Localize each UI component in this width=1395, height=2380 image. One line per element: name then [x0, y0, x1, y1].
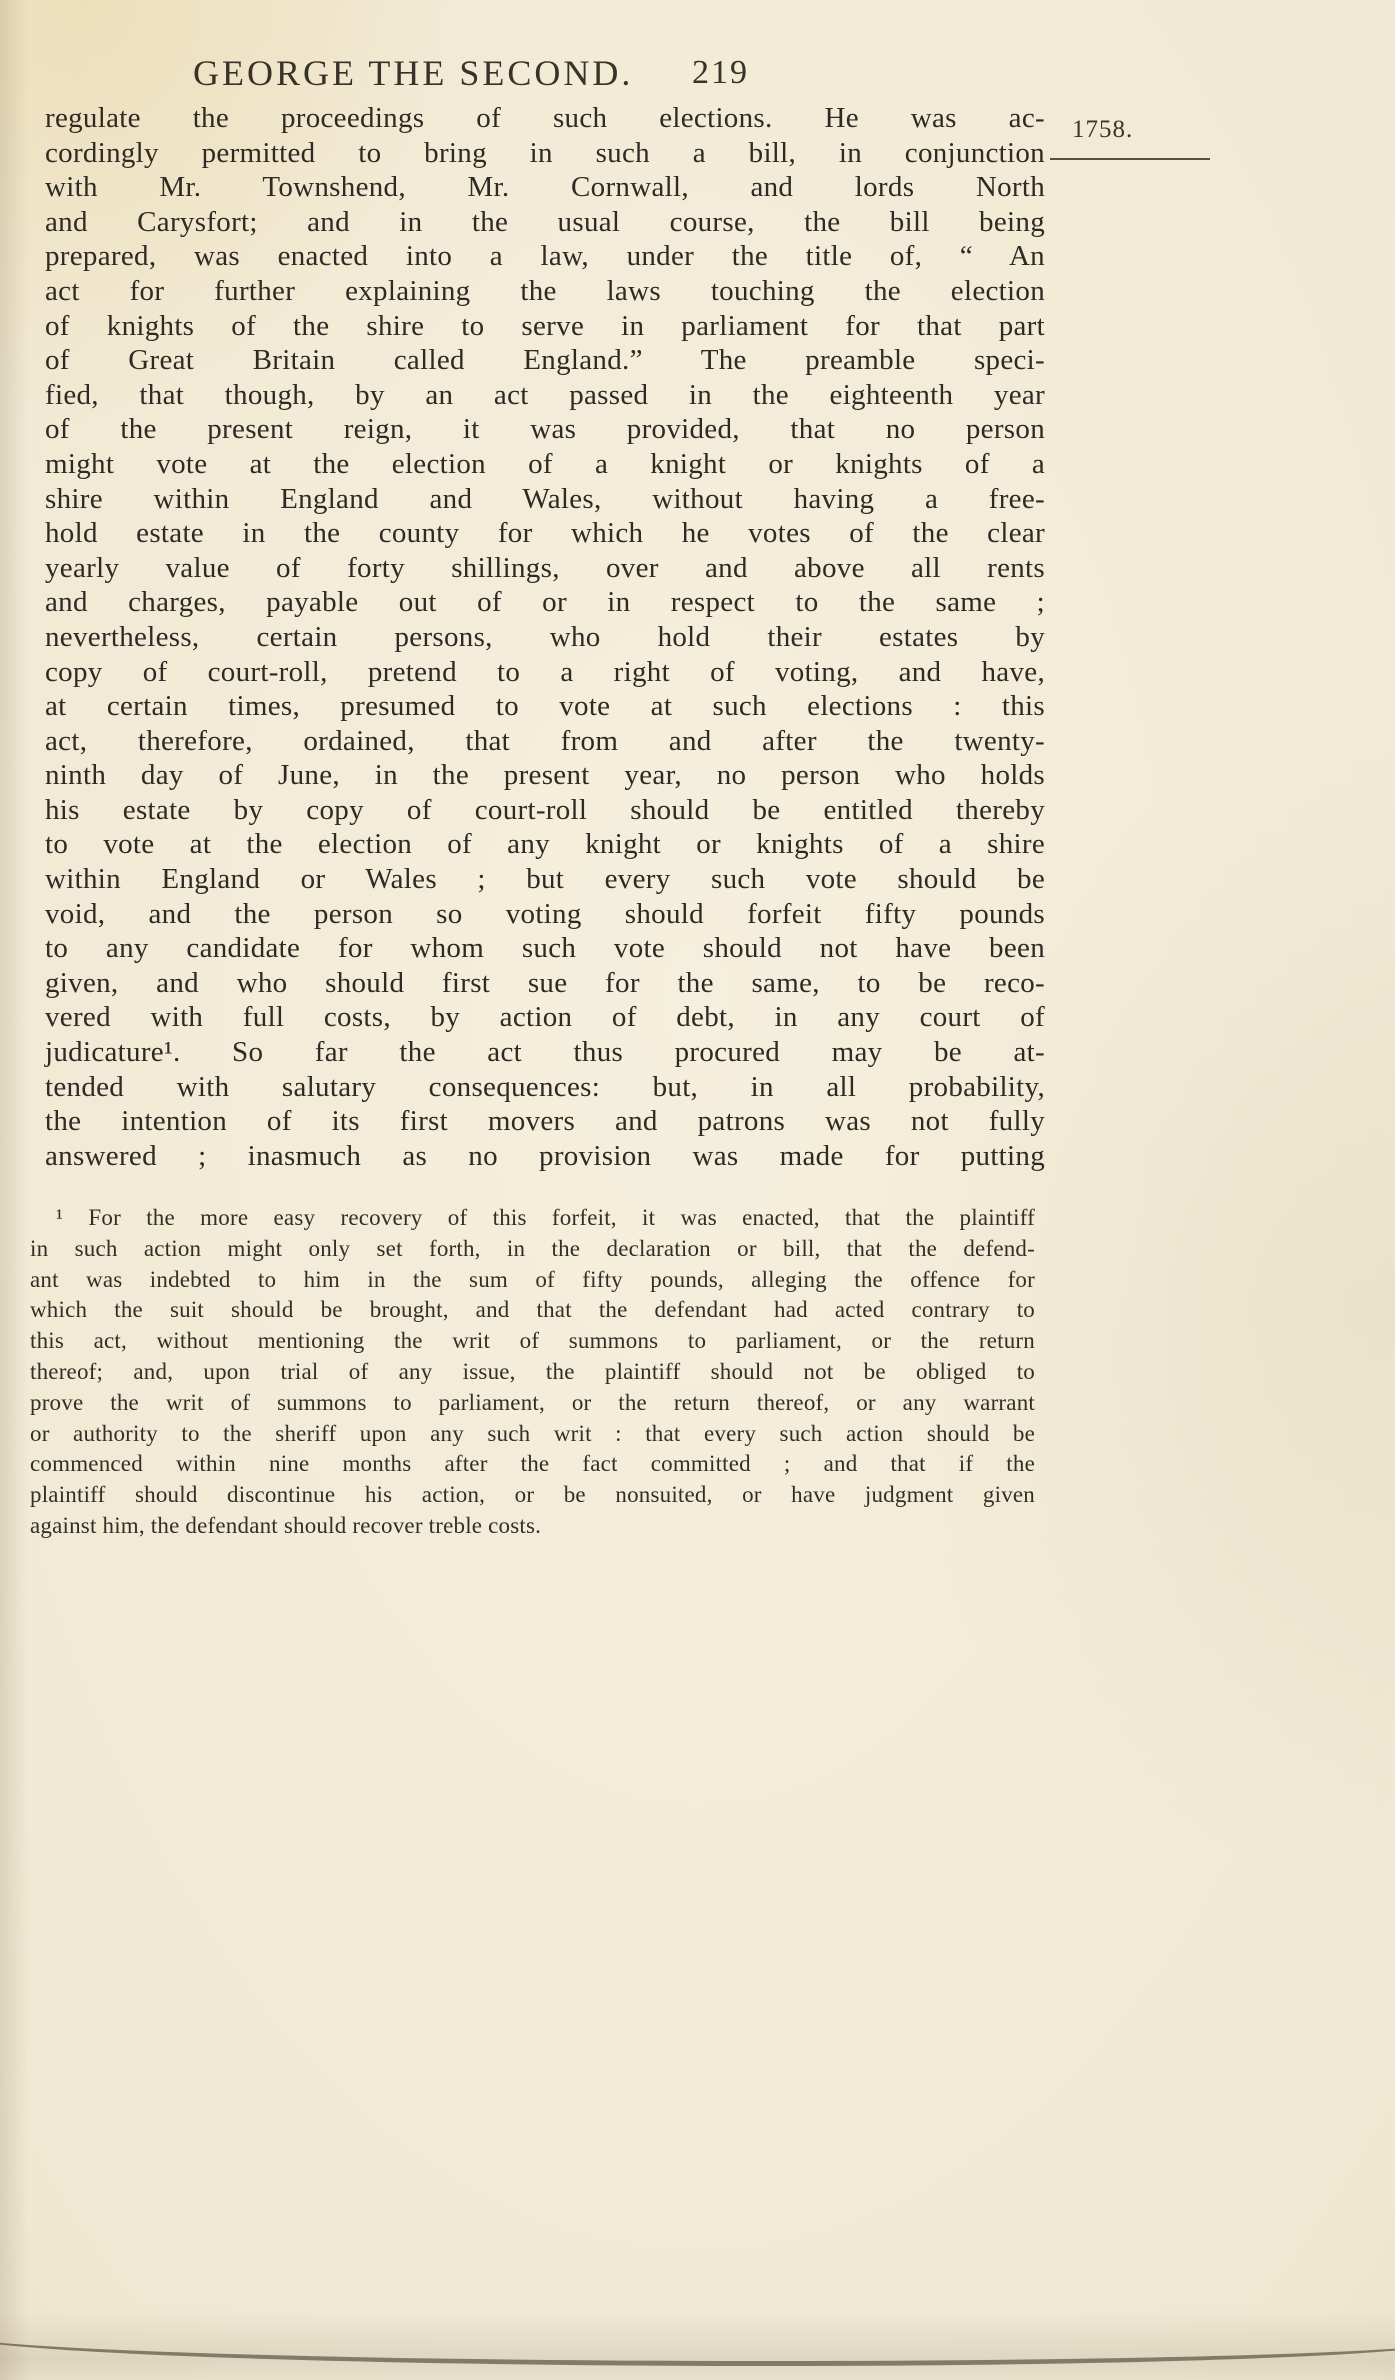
main-body-text	[45, 101, 1045, 1173]
text-line: answered ; inasmuch as no provision was made for putting	[45, 1139, 1045, 1172]
text-line: might vote at the election of a knight or knights of a	[45, 447, 1045, 480]
footnote-text	[30, 1203, 1035, 1542]
text-line: and charges, payable out of or in respect to the same ;	[45, 586, 1045, 619]
text-line: ¹ For the more easy recovery of this forfeit, it was enacted, that the plaintiff	[56, 1205, 1035, 1230]
text-line: copy of court-roll, pretend to a right of voting, and have,	[45, 655, 1045, 688]
text-line: his estate by copy of court-roll should be entitled thereby	[45, 793, 1045, 826]
page-gutter-shading	[0, 0, 28, 2380]
text-line: vered with full costs, by action of debt, in any court of	[45, 1001, 1045, 1034]
text-line: thereof; and, upon trial of any issue, the plaintiff should not be obliged to	[30, 1358, 1035, 1384]
text-line: cordingly permitted to bring in such a bill, in conjunction	[45, 136, 1045, 169]
text-line: at certain times, presumed to vote at such elections : this	[45, 690, 1045, 723]
text-line: tended with salutary consequences: but, in all probability,	[45, 1070, 1045, 1103]
text-line: plaintiff should discontinue his action, or be nonsuited, or have judgment given	[30, 1482, 1035, 1508]
text-line: with Mr. Townshend, Mr. Cornwall, and lords North	[45, 171, 1045, 204]
text-line: within England or Wales ; but every such vote should be	[45, 863, 1045, 896]
text-line: ant was indebted to him in the sum of fifty pounds, alleging the offence for	[30, 1266, 1035, 1292]
text-line: this act, without mentioning the writ of summons to parliament, or the return	[30, 1328, 1035, 1354]
text-line: and Carysfort; and in the usual course, the bill being	[45, 205, 1045, 238]
text-line: commenced within nine months after the fact committed ; and that if the	[30, 1451, 1035, 1477]
text-line: of Great Britain called England.” The preamble speci-	[45, 344, 1045, 377]
text-line: regulate the proceedings of such elections. He was ac-	[45, 102, 1045, 134]
text-line: shire within England and Wales, without having a free-	[45, 482, 1045, 515]
text-line: of the present reign, it was provided, that no person	[45, 413, 1045, 446]
text-line: yearly value of forty shillings, over and above all rents	[45, 551, 1045, 584]
margin-rule	[1050, 158, 1210, 160]
running-header-title: GEORGE THE SECOND.	[193, 53, 634, 93]
text-line: ninth day of June, in the present year, no person who holds	[45, 759, 1045, 792]
text-line: fied, that though, by an act passed in the eighteenth year	[45, 378, 1045, 411]
text-line: which the suit should be brought, and that the defendant had acted contrary to	[30, 1297, 1035, 1323]
text-line: of knights of the shire to serve in parliament for that part	[45, 309, 1045, 342]
text-line: judicature¹. So far the act thus procured may be at-	[45, 1036, 1045, 1069]
text-line: act, therefore, ordained, that from and after the twenty-	[45, 724, 1045, 757]
text-line: prove the writ of summons to parliament, or the return thereof, or any warrant	[30, 1389, 1035, 1415]
margin-year-label: 1758.	[1072, 116, 1134, 143]
running-header	[0, 52, 1395, 102]
margin-year-note	[1072, 116, 1212, 144]
text-line: prepared, was enacted into a law, under the title of, “ An	[45, 240, 1045, 273]
text-line: given, and who should first sue for the same, to be reco-	[45, 966, 1045, 999]
text-line: to any candidate for whom such vote should not have been	[45, 932, 1045, 965]
text-line: nevertheless, certain persons, who hold their estates by	[45, 620, 1045, 653]
page-number: 219	[692, 54, 749, 91]
text-line: in such action might only set forth, in the declaration or bill, that the defend-	[30, 1235, 1035, 1261]
text-line: the intention of its first movers and patrons was not fully	[45, 1105, 1045, 1138]
text-line: against him, the defendant should recover treble costs.	[30, 1512, 542, 1538]
text-line: void, and the person so voting should forfeit fifty pounds	[45, 897, 1045, 930]
text-line: hold estate in the county for which he votes of the clear	[45, 517, 1045, 550]
text-line: act for further explaining the laws touching the election	[45, 274, 1045, 307]
text-line: or authority to the sheriff upon any such writ : that every such action should be	[30, 1420, 1035, 1446]
text-line: to vote at the election of any knight or knights of a shire	[45, 828, 1045, 861]
